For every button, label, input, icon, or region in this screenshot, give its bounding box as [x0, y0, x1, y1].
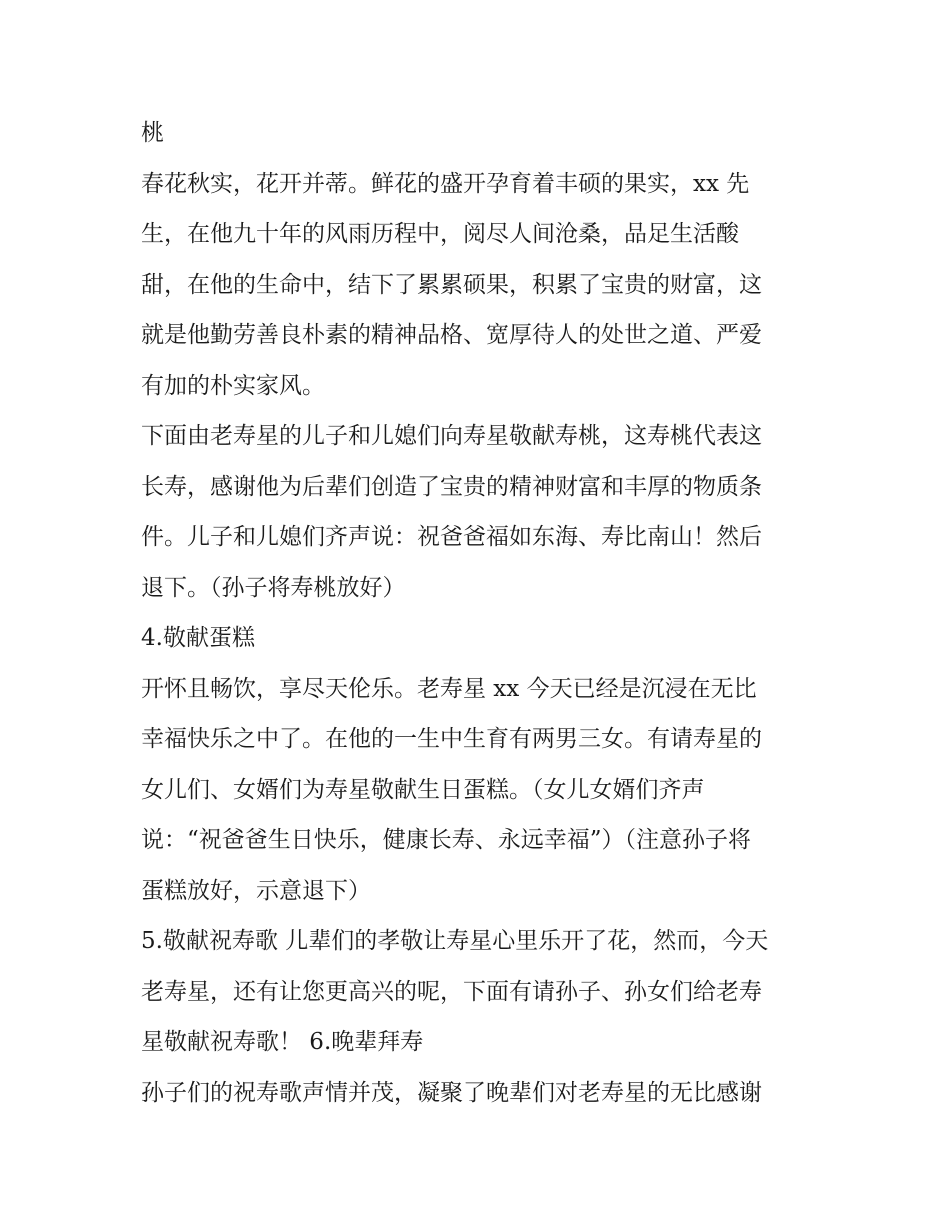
text-line: 甜，在他的生命中，结下了累累硕果，积累了宝贵的财富，这: [141, 271, 762, 298]
text-line: 桃: [141, 120, 164, 146]
text-line: 件。儿子和儿媳们齐声说：祝爸爸福如东海、寿比南山！然后: [141, 524, 762, 550]
text-line: 下面由老寿星的儿子和儿媳们向寿星敬献寿桃，这寿桃代表这: [141, 423, 762, 449]
text-line: 女儿们、女婿们为寿星敬献生日蛋糕。（女儿女婿们齐声: [141, 776, 705, 803]
text-line: 星敬献祝寿歌！ 6.晚辈拜寿: [141, 1029, 424, 1055]
text-line: 5.敬献祝寿歌 儿辈们的孝敬让寿星心里乐开了花，然而，今天: [141, 928, 769, 954]
text-line: 幸福快乐之中了。在他的一生中生育有两男三女。有请寿星的: [141, 726, 762, 752]
text-line: 开怀且畅饮，享尽天伦乐。老寿星 xx 今天已经是沉浸在无比: [141, 675, 757, 702]
text-line: 有加的朴实家风。: [141, 372, 325, 399]
text-line: 孙子们的祝寿歌声情并茂，凝聚了晚辈们对老寿星的无比感谢: [141, 1079, 762, 1106]
text-line: 春花秋实，花开并蒂。鲜花的盛开孕育着丰硕的果实，xx 先: [141, 170, 750, 197]
text-line: 退下。（孙子将寿桃放好）: [141, 574, 406, 601]
section-heading: 4.敬献蛋糕: [141, 625, 255, 651]
text-line: 蛋糕放好，示意退下）: [141, 877, 371, 904]
text-line: 老寿星，还有让您更高兴的呢，下面有请孙子、孙女们给老寿: [141, 978, 762, 1005]
text-line: 长寿，感谢他为后辈们创造了宝贵的精神财富和丰厚的物质条: [141, 473, 762, 500]
document-body: [141, 108, 821, 1118]
text-line: 就是他勤劳善良朴素的精神品格、宽厚待人的处世之道、严爱: [141, 322, 762, 348]
text-line: 说：“祝爸爸生日快乐，健康长寿、永远幸福”）（注意孙子将: [141, 827, 752, 853]
text-line: 生，在他九十年的风雨历程中，阅尽人间沧桑，品足生活酸: [141, 221, 739, 247]
